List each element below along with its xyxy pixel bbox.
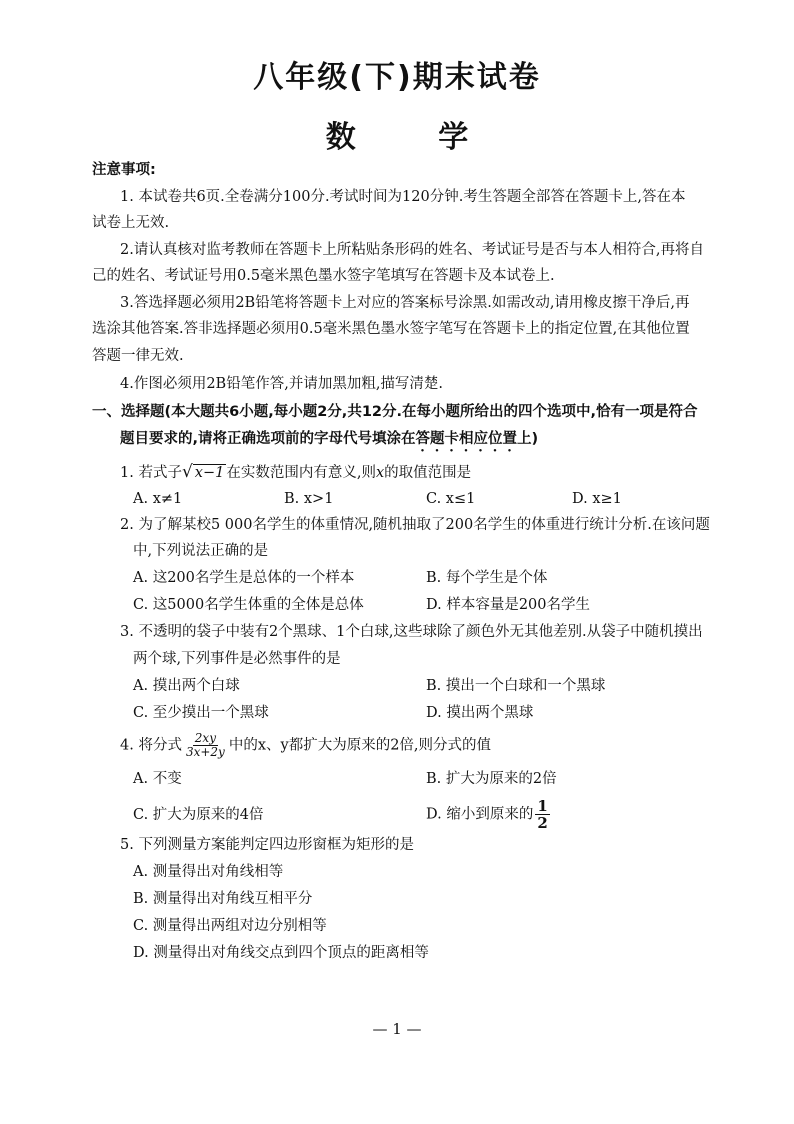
q3-option-a: A. 摸出两个白球: [133, 678, 240, 694]
notes-heading: 注意事项:: [92, 162, 156, 178]
section1-line2-pre: 题目要求的,请将正确选项前的字母代号填涂在: [120, 431, 416, 447]
question-2-line-2: 中,下列说法正确的是: [133, 543, 269, 559]
q1-var: x: [375, 465, 385, 481]
q3-option-b: B. 摸出一个白球和一个黑球: [426, 678, 606, 694]
note-line-6: 选涂其他答案.答非选择题必须用0.5毫米黑色墨水签字笔写在答题卡上的指定位置,在其他位置: [92, 321, 690, 337]
note-line-3: 2.请认真核对监考教师在答题卡上所粘贴条形码的姓名、考试证号是否与本人相符合,再将自: [120, 242, 704, 258]
q3-option-d: D. 摸出两个黑球: [426, 705, 534, 721]
question-3-line-1: 3. 不透明的袋子中装有2个黑球、1个白球,这些球除了颜色外无其他差别.从袋子中随机摸出: [120, 624, 703, 640]
q1-option-b: B. x>1: [284, 491, 334, 507]
q1-pre: 1. 若式子: [120, 465, 182, 481]
note-line-4: 己的姓名、考试证号用0.5毫米黑色墨水签字笔填写在答题卡及本试卷上.: [92, 268, 555, 284]
q1-radicand: x−1: [194, 465, 225, 481]
q4-option-d: [426, 798, 552, 831]
section1-heading-line2: [120, 429, 538, 455]
q3-option-c: C. 至少摸出一个黑球: [133, 705, 269, 721]
q4-option-a: A. 不变: [133, 771, 182, 787]
q1-post: 在实数范围内有意义,则: [226, 465, 376, 481]
q2-option-a: A. 这200名学生是总体的一个样本: [133, 570, 355, 586]
subject-title: 数 学: [325, 120, 505, 155]
question-5-stem: 5. 下列测量方案能判定四边形窗框为矩形的是: [120, 837, 414, 853]
note-line-1: 1. 本试卷共6页.全卷满分100分.考试时间为120分钟.考生答题全部答在答题卡上,答在本: [120, 189, 686, 205]
q1-post2: 的取值范围是: [384, 465, 472, 481]
question-4-stem: [120, 732, 491, 759]
sqrt-sign-icon: √: [181, 462, 193, 482]
q4-option-d-text: D. 缩小到原来的: [426, 806, 534, 823]
q1-option-d: D. x≥1: [572, 491, 622, 507]
exam-title: 八年级(下)期末试卷: [253, 60, 541, 95]
section1-heading-line1: 一、选择题(本大题共6小题,每小题2分,共12分.在每小题所给出的四个选项中,恰有一项是符合: [92, 404, 698, 420]
q2-option-d: D. 样本容量是200名学生: [426, 597, 591, 613]
q5-option-a: A. 测量得出对角线相等: [133, 864, 284, 880]
q5-option-c: C. 测量得出两组对边分别相等: [133, 918, 327, 934]
question-1-stem: [120, 462, 471, 483]
note-line-2: 试卷上无效.: [92, 215, 170, 231]
section1-line2-emphasis: 答题卡相应位置: [415, 431, 518, 447]
q4-option-c: C. 扩大为原来的4倍: [133, 807, 264, 823]
q1-sqrt: [182, 462, 226, 483]
q5-option-b: B. 测量得出对角线互相平分: [133, 891, 313, 907]
q4-frac-numerator: 2xy: [194, 731, 216, 745]
q4-frac-denominator: 3x+2y: [185, 745, 225, 759]
q4-option-d-fraction: [535, 798, 549, 831]
q4-pre: 4. 将分式: [120, 737, 182, 754]
question-3-line-2: 两个球,下列事件是必然事件的是: [133, 651, 341, 667]
note-line-5: 3.答选择题必须用2B铅笔将答题卡上对应的答案标号涂黑.如需改动,请用橡皮擦干净后,再: [120, 295, 690, 311]
q1-option-a: A. x≠1: [133, 491, 183, 507]
q4-d-numerator: 1: [537, 797, 548, 815]
page-number: — 1 —: [372, 1020, 422, 1038]
q2-option-c: C. 这5000名学生体重的全体是总体: [133, 597, 364, 613]
note-line-7: 答题一律无效.: [92, 348, 184, 364]
note-line-8: 4.作图必须用2B铅笔作答,并请加黑加粗,描写清楚.: [120, 376, 444, 392]
q4-fraction: [184, 732, 227, 759]
q4-d-denominator: 2: [537, 814, 548, 832]
section1-line2-post: 上): [517, 431, 539, 447]
q2-option-b: B. 每个学生是个体: [426, 570, 548, 586]
q4-option-b: B. 扩大为原来的2倍: [426, 771, 557, 787]
question-2-line-1: 2. 为了解某校5 000名学生的体重情况,随机抽取了200名学生的体重进行统计分析.在该问题: [120, 517, 710, 533]
q1-option-c: C. x≤1: [426, 491, 476, 507]
q4-post: 中的x、y都扩大为原来的2倍,则分式的值: [228, 737, 492, 754]
q5-option-d: D. 测量得出对角线交点到四个顶点的距离相等: [133, 945, 429, 961]
